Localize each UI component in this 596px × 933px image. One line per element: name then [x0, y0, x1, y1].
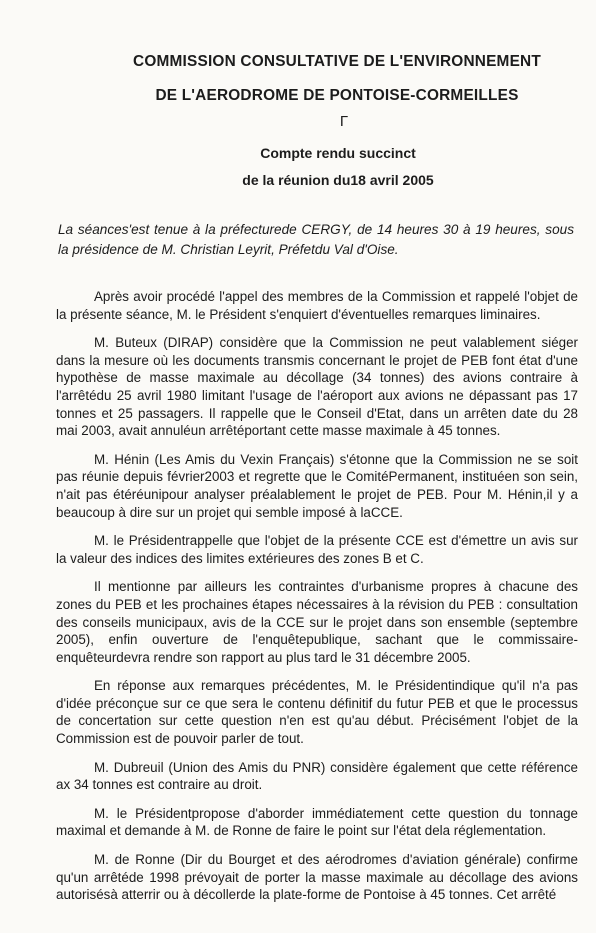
paragraph-9: M. de Ronne (Dir du Bourget et des aérodromes d'aviation générale) confirme qu'un arrêtéde 1998 prévoyait de porter la masse maximale au décollage des avions autorisésà atterrir ou à décollerde la plate-forme de Pontoise à 45 tonnes. Cet arrêté [56, 852, 578, 903]
minutes-body [56, 288, 578, 904]
title-mark: Γ [339, 113, 349, 130]
document-title-line2: DE L'AERODROME DE PONTOISE-CORMEILLES [155, 87, 519, 104]
paragraph-8: M. le Présidentpropose d'aborder immédiatement cette question du tonnage maximal et demande à M. de Ronne de faire le point sur l'état dela réglementation. [56, 805, 578, 839]
document-title-line1: COMMISSION CONSULTATIVE DE L'ENVIRONNEMENT [133, 53, 541, 70]
paragraph-6: En réponse aux remarques précédentes, M. le Présidentindique qu'il n'a pas d'idée préconçue sur ce que sera le contenu définitif du futur PEB et que le processus de concertation sur cette question n'en est qu'au début. Précisément l'objet de la Commission est de pouvoir parler de tout. [56, 678, 578, 747]
document-subtitle-line1: Compte rendu succinct [260, 145, 416, 161]
paragraph-5: Il mentionne par ailleurs les contraintes d'urbanisme propres à chacune des zones du PEB et les prochaines étapes nécessaires à la révision du PEB : consultation des conseils municipaux, avis de la CCE sur le projet dans son ensemble (septembre 2005), enfin ouverture de l'enquêtepublique, sachant que le commissaire-enquêteurdevra rendre son rapport au plus tard le 31 décembre 2005. [56, 579, 578, 665]
session-intro: La séances'est tenue à la préfecturede CERGY, de 14 heures 30 à 19 heures, sous la présidence de M. Christian Leyrit, Préfetdu Val d'Oise. [58, 222, 574, 257]
document-subtitle-line2: de la réunion du18 avril 2005 [242, 172, 434, 188]
paragraph-4: M. le Présidentrappelle que l'objet de la présente CCE est d'émettre un avis sur la valeur des indices des limites extérieures des zones B et C. [56, 533, 578, 566]
paragraph-2: M. Buteux (DIRAP) considère que la Commission ne peut valablement siéger dans la mesure où les documents transmis concernant le projet de PEB font état d'une hypothèse de masse maximale au décollage (34 tonnes) des avions contraire à l'arrêtédu 25 avril 1980 limitant l'usage de l'aéroport aux avions ne dépassant pas 17 tonnes et 25 passagers. Il rappelle que le Conseil d'Etat, dans un arrêten date du 28 mai 2003, avait annuléun arrêtéportant cette masse maximale à 45 tonnes. [56, 335, 578, 439]
paragraph-3: M. Hénin (Les Amis du Vexin Français) s'étonne que la Commission ne se soit pas réunie depuis février2003 et regrette que le ComitéPermanent, instituéen son sein, n'ait pas étéréunipour analyser préalablement le projet de PEB. Pour M. Hénin,il y a beaucoup à dire sur un projet qui semble imposé à laCCE. [56, 451, 578, 520]
paragraph-1: Après avoir procédé l'appel des membres de la Commission et rappelé l'objet de la présente séance, M. le Président s'enquiert d'éventuelles remarques liminaires. [56, 289, 578, 322]
paragraph-7: M. Dubreuil (Union des Amis du PNR) considère également que cette référence ax 34 tonnes est contraire au droit. [56, 759, 578, 793]
